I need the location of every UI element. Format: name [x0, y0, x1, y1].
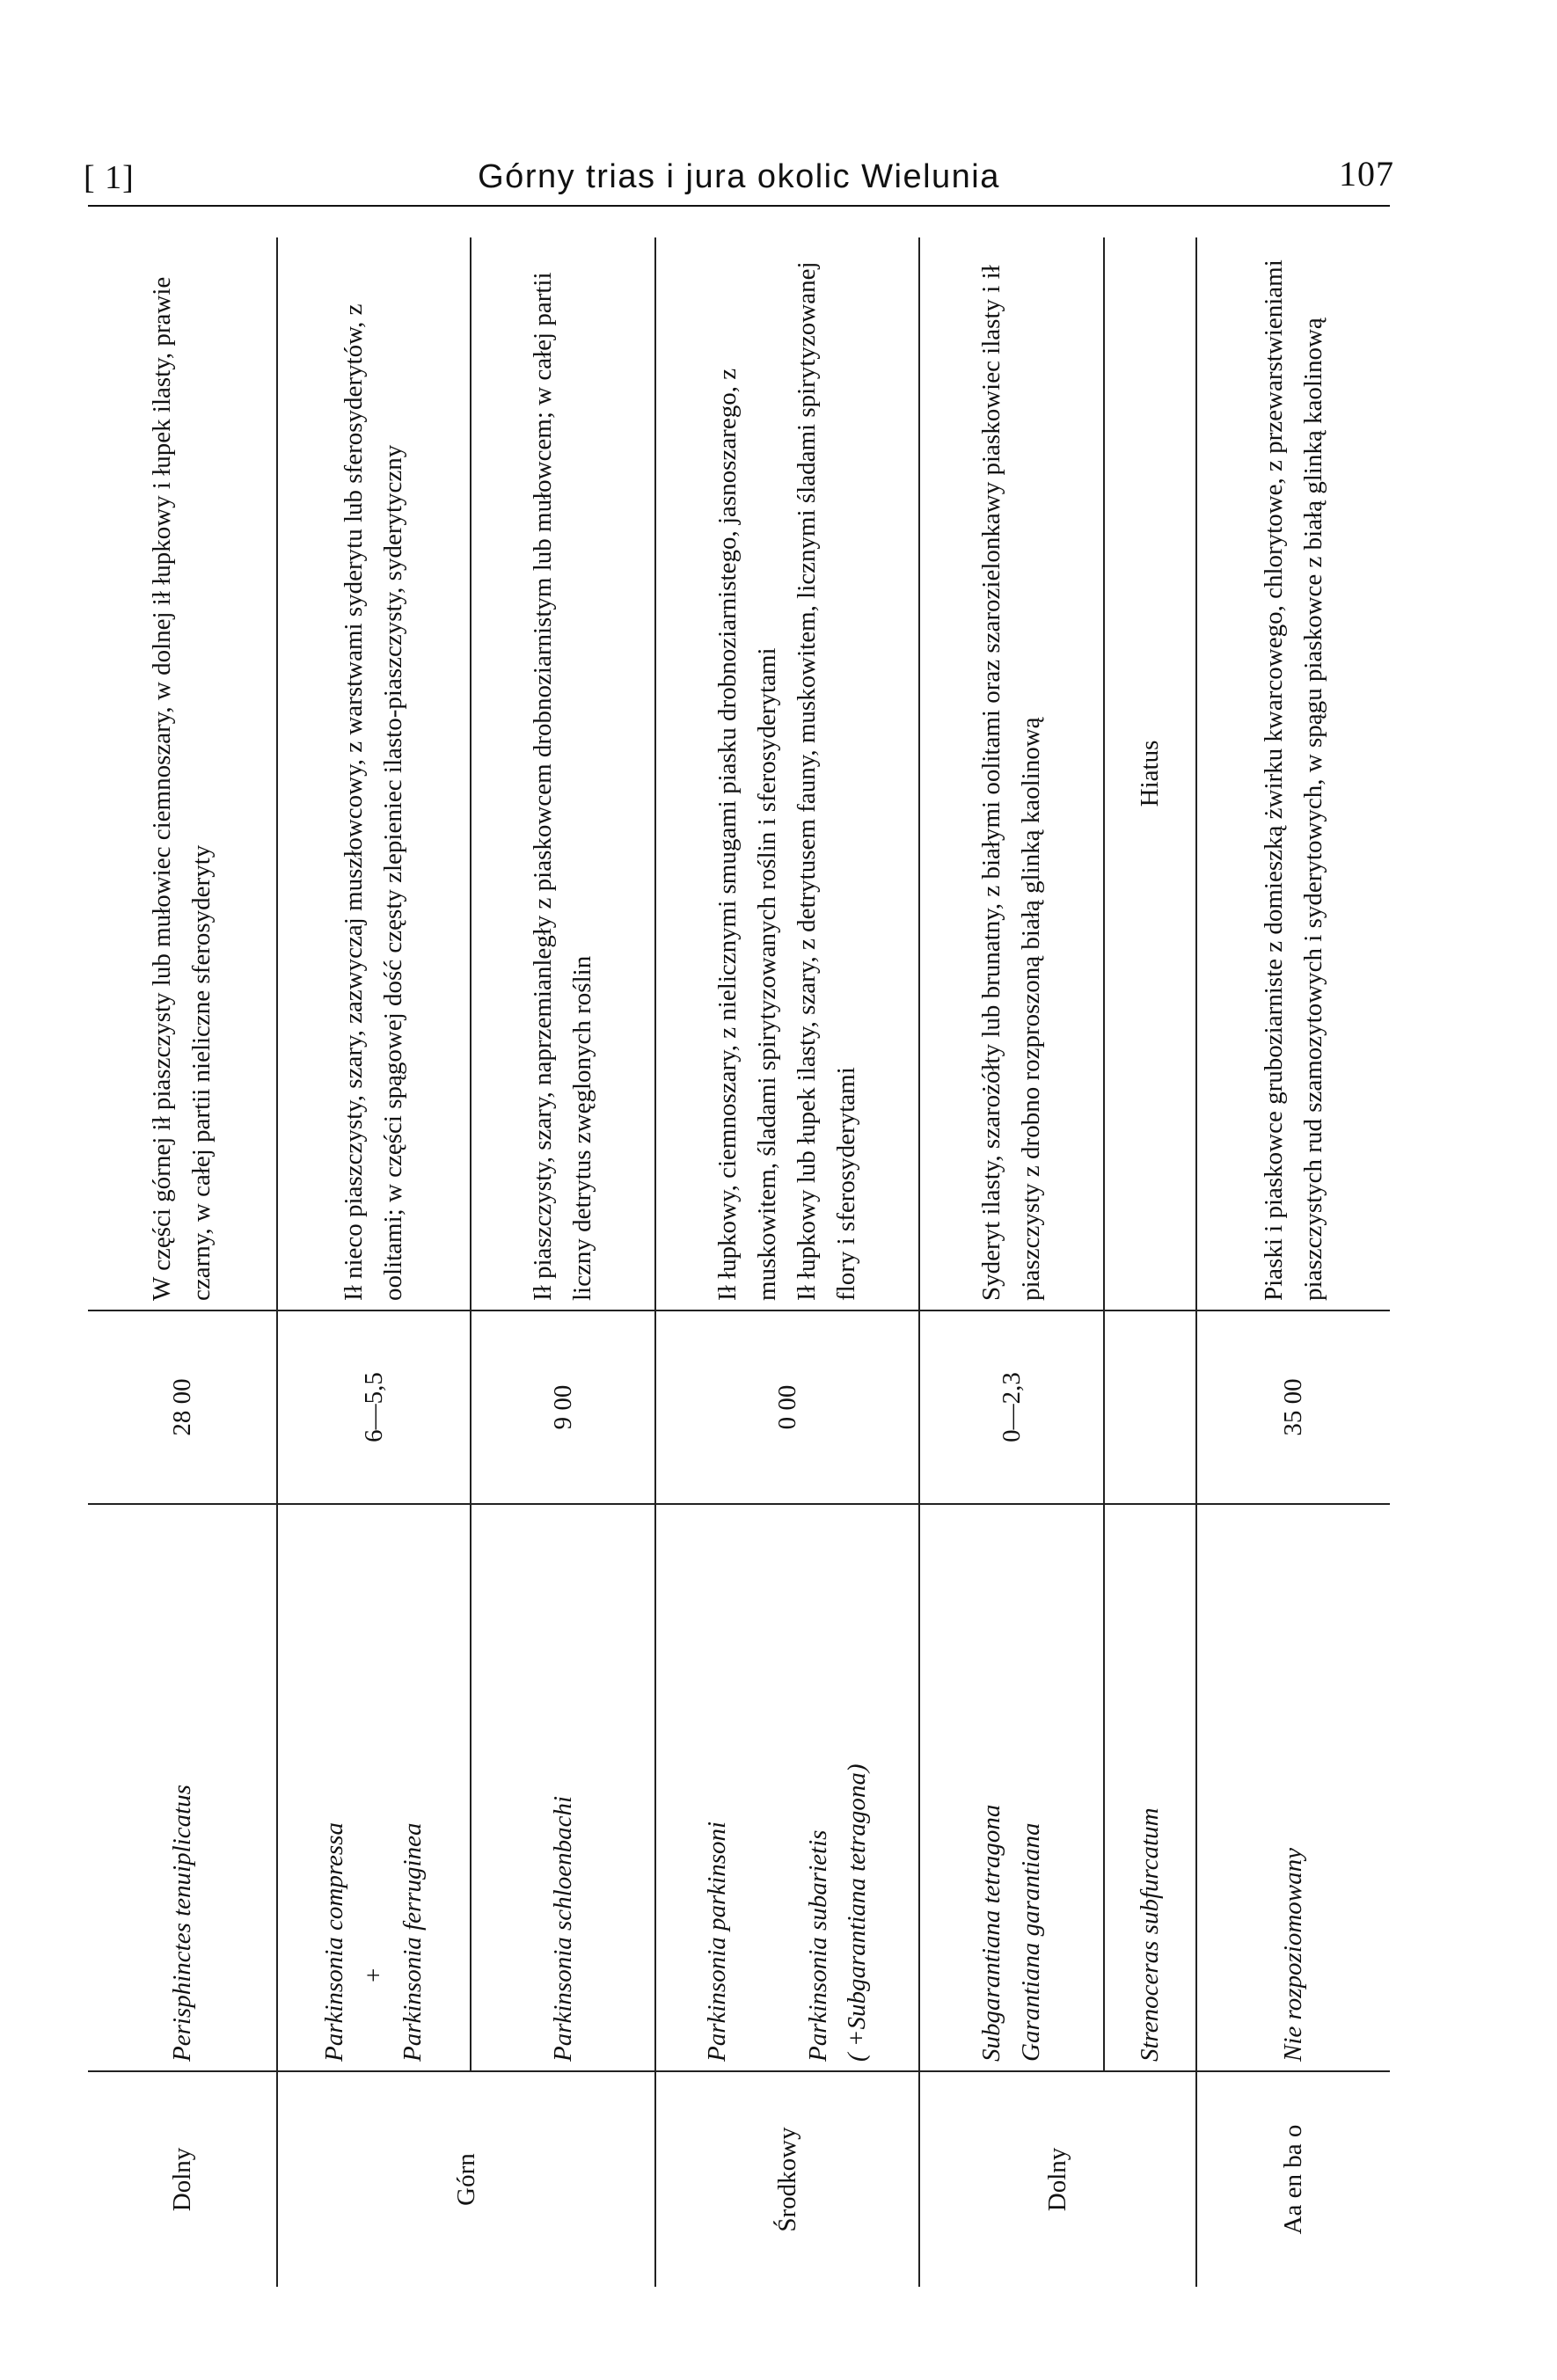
zone-cell: Parkinsonia parkinsoni Parkinsonia subarietis ( +Subgarantiana tetragona) — [655, 1504, 919, 2071]
stage-cell: Dolny — [919, 2071, 1196, 2287]
thickness-cell — [1104, 1310, 1196, 1504]
table-row — [1104, 237, 1196, 2287]
zone-cell: Parkinsonia compressa + Parkinsonia ferruginea — [277, 1504, 471, 2071]
zone-cell: Subgarantiana tetragona Garantiana garantiana — [919, 1504, 1104, 2071]
table-row — [919, 237, 1104, 2287]
rotated-table-wrapper — [88, 237, 1390, 2287]
table-row — [655, 237, 919, 2287]
description-cell: Ił łupkowy, ciemnoszary, z nielicznymi smugami piasku drobnoziarnistego, jasnoszarego, z muskowitem, śladami spirytyzowanych roślin i sferosyderytami Ił łupkowy lub łupek ilasty, szary, z detrytusem fauny, muskowitem, licznymi śladami spirytyzowanej flory i sferosyderytami — [655, 237, 919, 1310]
description-cell: Ił piaszczysty, szary, naprzemianległy z piaskowcem drobnoziarnistym lub mułowcem; w całej partii liczny detrytus zwęglonych roślin — [471, 237, 655, 1310]
zone-cell: Strenoceras subfurcatum — [1104, 1504, 1196, 2071]
zone-cell: Perisphinctes tenuiplicatus — [88, 1504, 277, 2071]
section-number: [ 1] — [84, 159, 135, 196]
stage-cell: Górn — [277, 2071, 655, 2287]
stage-cell: Aa en ba o — [1196, 2071, 1390, 2287]
table-row — [471, 237, 655, 2287]
description-cell: Piaski i piaskowce gruboziarniste z domieszką żwirku kwarcowego, chlorytowe, z przewarstwieniami piaszczystych rud szamozytowych i syderytowych, w spągu piaskowce z białą glinką kaolinową — [1196, 237, 1390, 1310]
stage-cell: Środkowy — [655, 2071, 919, 2287]
page-title: Górny trias i jura okolic Wielunia — [478, 158, 1000, 195]
table-row — [1196, 237, 1390, 2287]
stratigraphy-table — [88, 237, 1390, 2287]
header-rule — [88, 205, 1390, 207]
table-row — [88, 237, 277, 2287]
thickness-cell: 9 00 — [471, 1310, 655, 1504]
zone-cell: Parkinsonia schloenbachi — [471, 1504, 655, 2071]
thickness-cell: 6—5,5 — [277, 1310, 471, 1504]
description-cell: Ił nieco piaszczysty, szary, zazwyczaj muszłowcowy, z warstwami syderytu lub sferosyderytów, z oolitami; w części spągowej dość częsty zlepieniec ilasto-piaszczysty, syderytyczny — [277, 237, 471, 1310]
running-header — [84, 150, 1394, 202]
zone-cell: Nie rozpoziomowany — [1196, 1504, 1390, 2071]
thickness-cell: 0—2,3 — [919, 1310, 1104, 1504]
hiatus-cell: Hiatus — [1104, 237, 1196, 1310]
thickness-cell: 35 00 — [1196, 1310, 1390, 1504]
description-cell: W części górnej ił piaszczysty lub mułowiec ciemnoszary, w dolnej ił łupkowy i łupek ilasty, prawie czarny, w całej partii nieliczne sferosyderyty — [148, 276, 216, 1301]
stage-cell: Dolny — [88, 2071, 277, 2287]
table-row — [277, 237, 471, 2287]
thickness-cell: 0 00 — [655, 1310, 919, 1504]
thickness-cell: 28 00 — [88, 1310, 277, 1504]
page-number: 107 — [1339, 154, 1394, 193]
description-cell: Syderyt ilasty, szarożółty lub brunatny, z białymi oolitami oraz szarozielonkawy piaskowiec ilasty i ił piaszczysty z drobno rozproszoną białą glinką kaolinową — [919, 237, 1104, 1310]
